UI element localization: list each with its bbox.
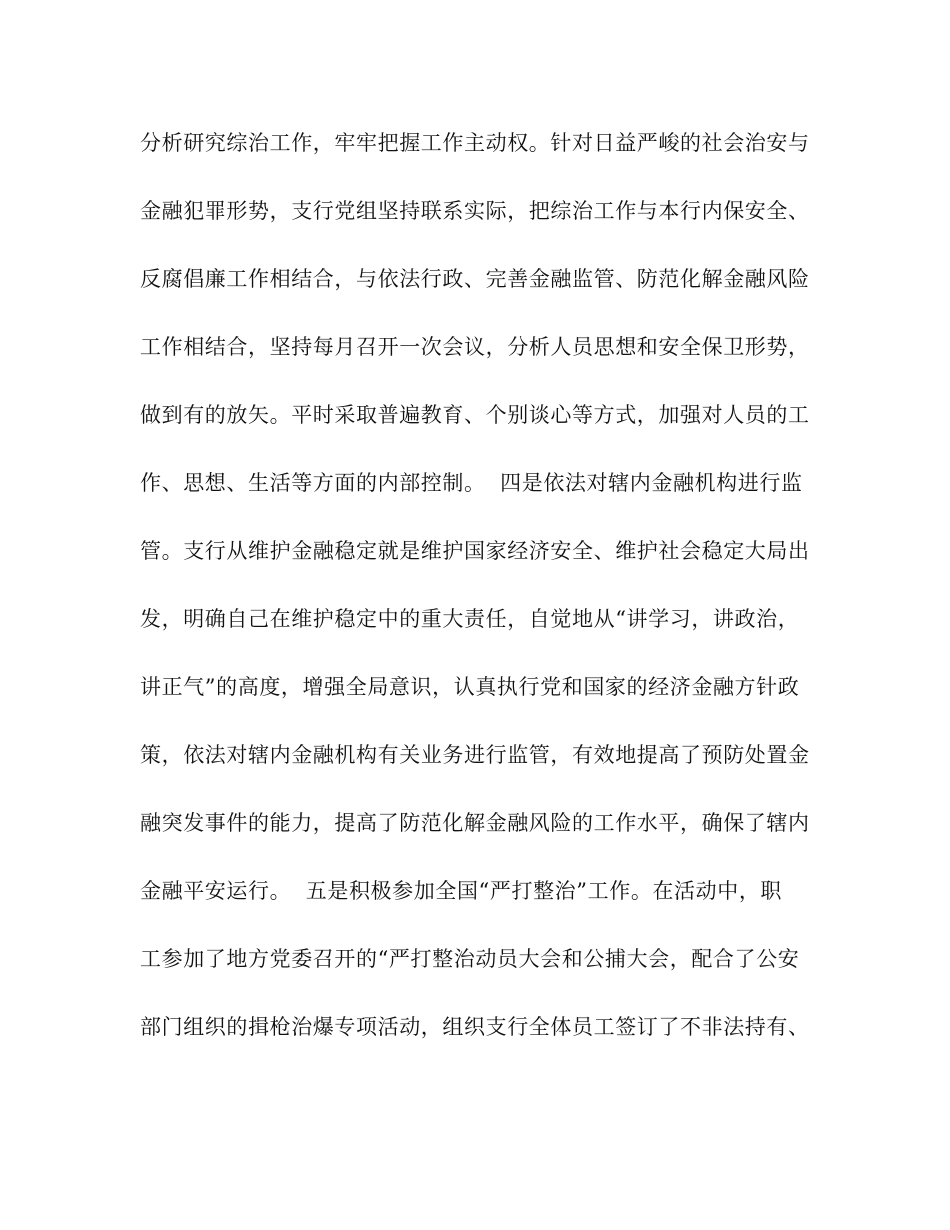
text-line: 做到有的放矢。平时采取普遍教育、个别谈心等方式，加强对人员的工 [140,403,810,427]
text-line: 策，依法对辖内金融机构有关业务进行监管，有效地提高了预防处置金 [140,743,810,767]
text-line: 发，明确自己在维护稳定中的重大责任，自觉地从“讲学习，讲政治， [140,607,800,631]
text-line: 讲正气”的高度，增强全局意识，认真执行党和国家的经济金融方针政 [140,675,800,699]
body-text [140,123,820,1075]
text-line: 管。支行从维护金融稳定就是维护国家经济安全、维护社会稳定大局出 [140,539,810,563]
text-line: 金融平安运行。 五是积极参加全国“严打整治”工作。在活动中，职 [140,879,783,903]
text-line: 部门组织的揖枪治爆专项活动，组织支行全体员工签订了不非法持有、 [140,1015,810,1039]
text-line: 工参加了地方党委召开的“严打整治动员大会和公捕大会，配合了公安 [140,947,800,971]
text-line: 反腐倡廉工作相结合，与依法行政、完善金融监管、防范化解金融风险 [140,267,810,291]
text-line: 融突发事件的能力，提高了防范化解金融风险的工作水平，确保了辖内 [140,811,810,835]
text-line: 分析研究综治工作，牢牢把握工作主动权。针对日益严峻的社会治安与 [140,131,810,155]
text-line: 作、思想、生活等方面的内部控制。 四是依法对辖内金融机构进行监 [140,471,803,495]
text-line: 工作相结合，坚持每月召开一次会议，分析人员思想和安全保卫形势， [140,335,810,359]
text-line: 金融犯罪形势，支行党组坚持联系实际，把综治工作与本行内保安全、 [140,199,810,223]
